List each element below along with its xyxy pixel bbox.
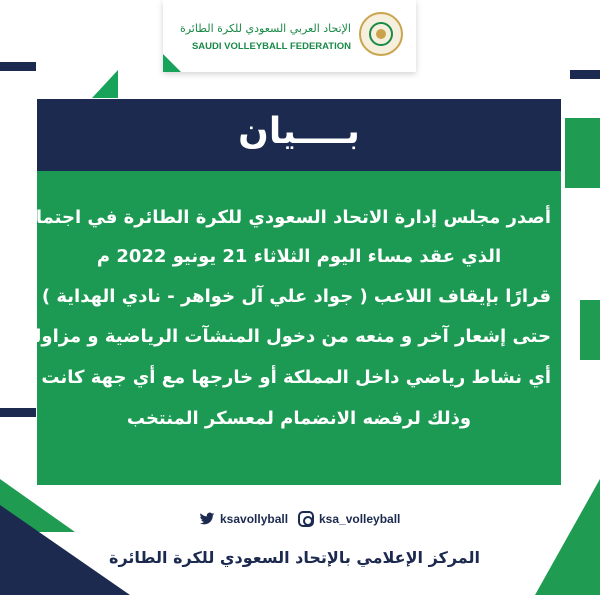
media-center-footer: المركز الإعلامي بالإتحاد السعودي للكرة الطائرة (109, 548, 480, 567)
federation-logo-header (163, 0, 416, 72)
decor-green-corner (535, 470, 600, 595)
decor-navy-stripe (570, 70, 600, 79)
decor-navy-bar (0, 408, 36, 417)
decor-green-triangle (92, 70, 118, 98)
statement-line: أي نشاط رياضي داخل المملكة أو خارجها مع أي جهة كانت (41, 367, 551, 388)
org-name-english: SAUDI VOLLEYBALL FEDERATION (191, 41, 351, 52)
instagram-icon[interactable] (298, 511, 314, 527)
statement-header (37, 99, 561, 171)
org-name-arabic: الإتحاد العربي السعودي للكرة الطائرة (179, 22, 351, 35)
statement-line: أصدر مجلس إدارة الاتحاد السعودي للكرة الطائرة في اجتماعه (12, 207, 551, 228)
decor-green-slab (580, 300, 600, 360)
twitter-handle[interactable]: ksavollyball (220, 512, 289, 526)
federation-seal-icon (359, 12, 403, 56)
statement-line: الذي عقد مساء اليوم الثلاثاء 21 يونيو 2022 م (96, 246, 502, 267)
twitter-icon[interactable] (199, 511, 215, 527)
statement-title: بــــيان (238, 111, 360, 152)
logo-box-corner (163, 54, 181, 72)
statement-line: وذلك لرفضه الانضمام لمعسكر المنتخب (126, 408, 472, 429)
decor-navy-stripe (0, 62, 36, 71)
statement-line: قرارًا بإيقاف اللاعب ( جواد علي آل خواهر - نادي الهداية ) (41, 286, 551, 307)
statement-panel (12, 99, 561, 485)
instagram-handle[interactable]: ksa_volleyball (319, 512, 401, 526)
decor-green-slab (565, 118, 600, 188)
statement-line: حتى إشعار آخر و منعه من دخول المنشآت الرياضية و مزاولة (23, 326, 551, 347)
